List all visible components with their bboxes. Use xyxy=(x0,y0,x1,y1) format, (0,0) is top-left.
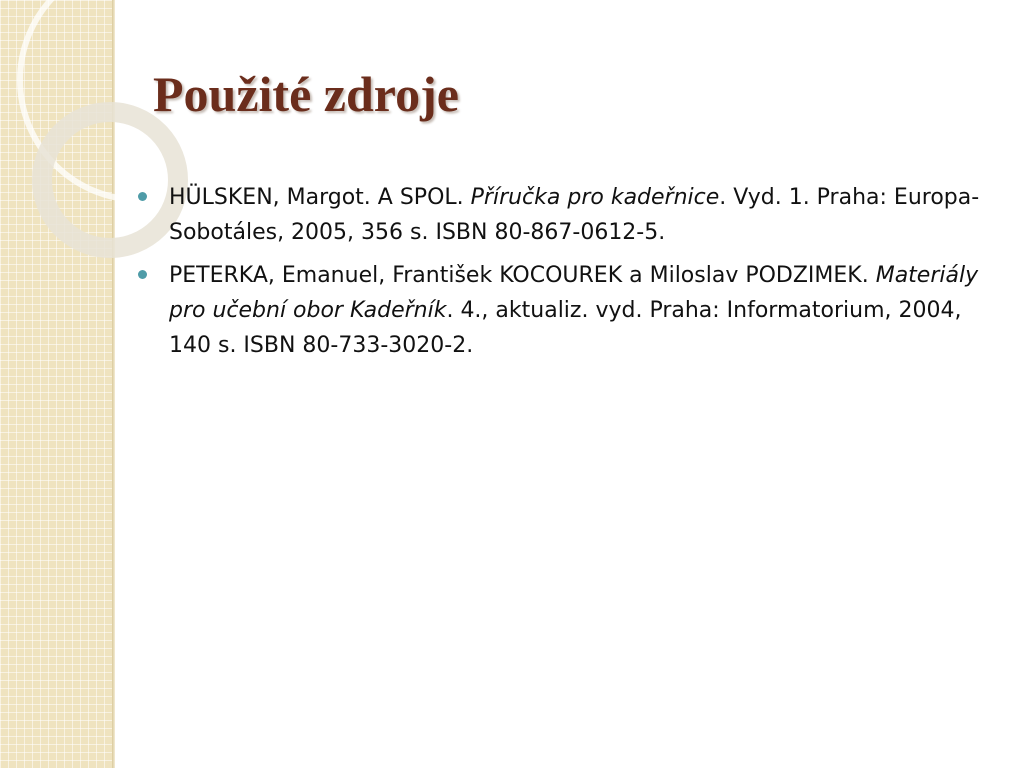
reference-list xyxy=(138,180,988,371)
slide-title: Použité zdroje xyxy=(153,66,459,122)
reference-item xyxy=(138,180,988,250)
reference-text: HÜLSKEN, Margot. A SPOL. xyxy=(169,185,471,210)
bullet-icon xyxy=(138,270,147,279)
reference-item xyxy=(138,258,988,363)
reference-details: . 4., aktualiz. vyd. Praha: Informatorium, 2004, 140 s. ISBN 80-733-3020-2. xyxy=(169,298,962,358)
reference-book-title: Příručka pro kadeřnice xyxy=(470,185,720,210)
bullet-icon xyxy=(138,192,147,201)
reference-text: PETERKA, Emanuel, František KOCOUREK a Miloslav PODZIMEK. xyxy=(169,263,876,288)
reference-book-title: Materiály pro učební obor Kadeřník xyxy=(169,263,979,323)
decorative-rings xyxy=(0,0,160,300)
reference-details: . Vyd. 1. Praha: Europa-Sobotáles, 2005, 356 s. ISBN 80-867-0612-5. xyxy=(169,185,980,245)
